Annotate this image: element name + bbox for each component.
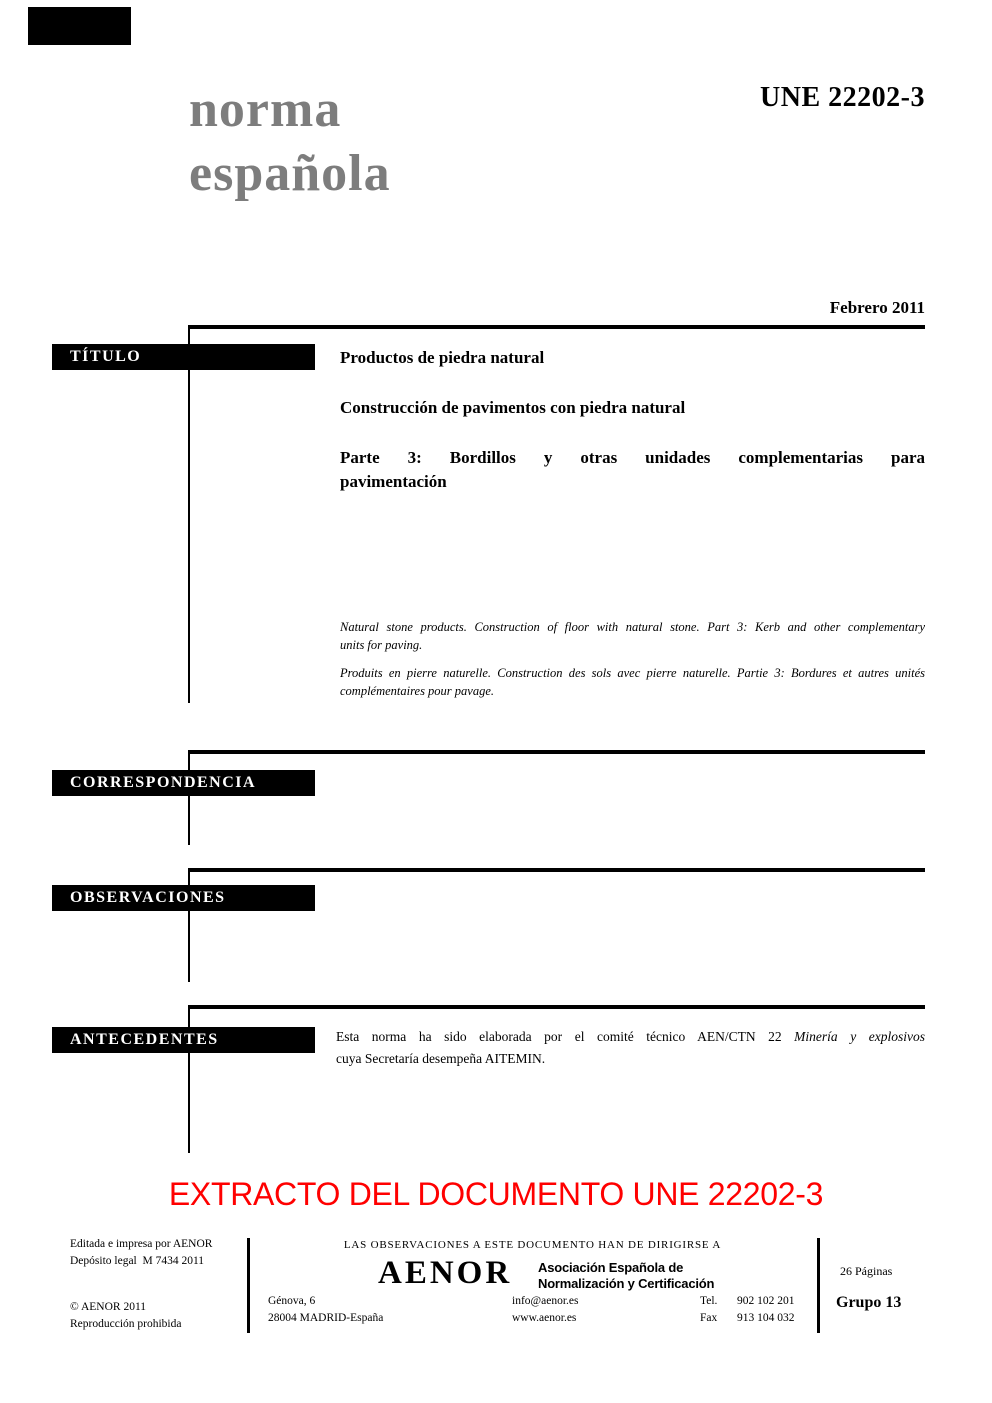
aenor-org-line-2: Normalización y Certificación — [538, 1275, 715, 1291]
rule-observaciones — [188, 868, 925, 872]
logo-line-2: española — [189, 145, 391, 202]
footer-publisher-line-2: Depósito legal M 7434 2011 — [70, 1255, 205, 1267]
title-line-3 — [340, 446, 925, 494]
english-abstract — [340, 618, 925, 654]
correspondencia-bar — [52, 770, 315, 796]
title-line-1: Productos de piedra natural — [340, 348, 545, 367]
french-abstract — [340, 664, 925, 700]
observaciones-label: OBSERVACIONES — [70, 889, 226, 906]
antecedentes-text-line-1 — [336, 1026, 925, 1048]
footer-publisher-line-1: Editada e impresa por AENOR — [70, 1238, 213, 1250]
title-line-3b: pavimentación — [340, 472, 447, 491]
french-abstract-line-1: Produits en pierre naturelle. Construction des sols avec pierre naturelle. Partie 3: Bordures et autres unités — [340, 666, 925, 680]
doc-code: UNE 22202-3 — [760, 82, 925, 113]
titulo-label: TÍTULO — [70, 348, 142, 365]
antecedentes-text-italic: Minería y explosivos — [794, 1029, 925, 1044]
title-block — [340, 346, 925, 494]
antecedentes-text — [336, 1026, 925, 1070]
vline-titulo — [188, 325, 190, 703]
footer-address-line-2: 28004 MADRID-España — [268, 1312, 384, 1324]
extract-notice: EXTRACTO DEL DOCUMENTO UNE 22202-3 — [168, 1176, 824, 1212]
footer-divider-left — [247, 1238, 250, 1333]
footer-tel-value: 902 102 201 — [737, 1295, 795, 1307]
footer-observations-notice: LAS OBSERVACIONES A ESTE DOCUMENTO HAN DE DIRIGIRSE A — [343, 1239, 722, 1251]
english-abstract-line-1: Natural stone products. Construction of floor with natural stone. Part 3: Kerb and other complementary — [340, 620, 925, 634]
footer-publisher-block — [70, 1236, 212, 1270]
footer-phone-block — [700, 1293, 795, 1327]
title-line-2: Construcción de pavimentos con piedra natural — [340, 398, 686, 417]
antecedentes-label: ANTECEDENTES — [70, 1031, 219, 1048]
rule-titulo — [188, 325, 925, 329]
footer-divider-right — [817, 1238, 820, 1333]
footer-fax-label: Fax — [700, 1312, 718, 1324]
footer-tel-line — [700, 1293, 795, 1310]
observaciones-bar — [52, 885, 315, 911]
footer-copyright-line: © AENOR 2011 — [70, 1301, 147, 1313]
antecedentes-text-line-2: cuya Secretaría desempeña AITEMIN. — [336, 1051, 546, 1066]
footer-copyright-block — [70, 1299, 181, 1333]
titulo-bar — [52, 344, 315, 370]
correspondencia-label: CORRESPONDENCIA — [70, 774, 257, 791]
logo-norma-espanola — [189, 78, 391, 206]
rule-correspondencia — [188, 750, 925, 754]
antecedentes-text-start: Esta norma ha sido elaborada por el comité técnico AEN/CTN 22 — [336, 1029, 795, 1044]
vline-correspondencia — [188, 750, 190, 845]
aenor-org-line-1: Asociación Española de — [538, 1260, 684, 1275]
footer-pages-count: 26 Páginas — [840, 1264, 893, 1278]
footer-address-block — [268, 1293, 383, 1327]
footer-tel-label: Tel. — [700, 1295, 718, 1307]
footer-group: Grupo 13 — [836, 1294, 902, 1311]
footer-website: www.aenor.es — [512, 1312, 577, 1324]
title-line-3a: Parte 3: Bordillos y otras unidades complementarias para — [340, 448, 925, 467]
footer-fax-line — [700, 1310, 795, 1327]
footer-address-line-1: Génova, 6 — [268, 1295, 316, 1307]
aenor-logo: AENOR — [378, 1255, 513, 1291]
footer-fax-value: 913 104 032 — [737, 1312, 795, 1324]
rule-antecedentes — [188, 1005, 925, 1009]
aenor-org-name — [538, 1260, 714, 1291]
english-abstract-line-2: units for paving. — [340, 638, 423, 652]
footer-email: info@aenor.es — [512, 1295, 579, 1307]
corner-mark — [28, 7, 131, 45]
logo-line-1: norma — [189, 81, 342, 138]
antecedentes-bar — [52, 1027, 315, 1053]
french-abstract-line-2: complémentaires pour pavage. — [340, 684, 495, 698]
footer-reproduction-line: Reproducción prohibida — [70, 1318, 182, 1330]
footer-web-block — [512, 1293, 578, 1327]
issue-date: Febrero 2011 — [829, 298, 925, 317]
